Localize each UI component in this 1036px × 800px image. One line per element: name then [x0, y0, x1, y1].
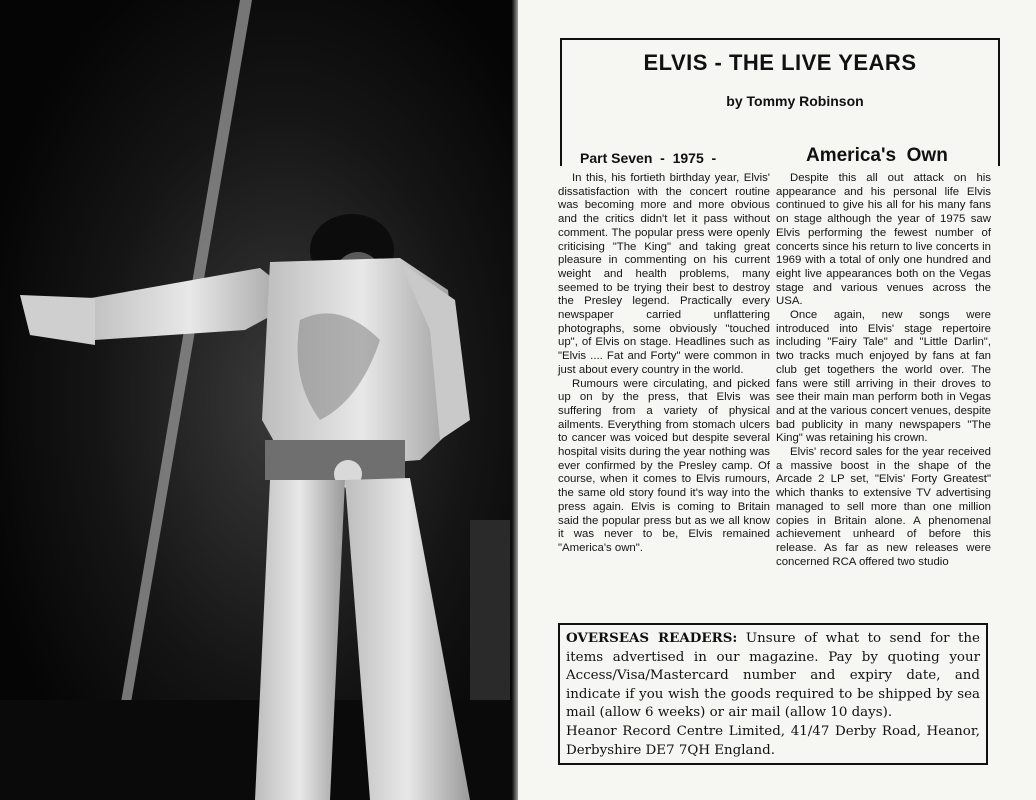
article-page [518, 0, 1036, 800]
performer-photo-icon [0, 0, 515, 800]
paragraph: Elvis' record sales for the year received a massive boost in the shape of the Arcade 2 LP set, "Elvis' Forty Greatest" which thanks to extensive TV advertising managed to sell more than one million copies in Britain alone. A phenomenal achievement unheard of before this release. As far as new releases were concerned RCA offered two studio [776, 446, 991, 568]
article-title: ELVIS - THE LIVE YEARS [643, 50, 917, 75]
notice-body: Unsure of what to send for the items advertised in our magazine. Pay by quoting your Access/Visa/Mastercard number and expiry date, and indicate if you wish the goods required to be shipped by sea mail (allow 6 weeks) or air mail (allow 10 days). [566, 631, 980, 721]
part-heading: Part Seven - 1975 - [580, 150, 717, 166]
article-column-1 [558, 172, 770, 556]
overseas-readers-notice [558, 623, 988, 765]
paragraph: Despite this all out attack on his appearance and his personal life Elvis continued to give his all for his many fans on stage although the year of 1975 saw Elvis performing the fewest number of concerts since his return to live concerts in 1969 with a total of only one hundred and eight live appearances both on the Vegas stage and various venues across the USA. [776, 172, 991, 308]
notice-heading: OVERSEAS READERS: [566, 630, 738, 646]
article-column-2 [776, 172, 991, 569]
paragraph: Rumours were circulating, and picked up on by the press, that Elvis was suffering from a variety of physical ailments. Everything from stomach ulcers to cancer was voiced but despite several hospital visits during the year nothing was ever confirmed by the Presley camp. Of course, when it comes to Elvis rumours, the same old story found it's way into the press again. Elvis is coming to Britain said the popular press but as we all know it was never to be, Elvis remained "America's own". [558, 377, 770, 554]
article-byline: by Tommy Robinson [726, 93, 864, 109]
paragraph: In this, his fortieth birthday year, Elvis' dissatisfaction with the concert routine was becoming more and more obvious and the critics didn't let it pass without comment. The popular press were openly criticising "The King" and taking great pleasure in commenting on his current weight and health problems, many seemed to be trying their best to destroy the Presley legend. Practically every newspaper carried unflattering photographs, some obviously "touched up", of Elvis on stage. Headlines such as "Elvis .... Fat and Forty" were common in just about every country in the world. [558, 172, 770, 376]
performer-photo [0, 0, 515, 800]
notice-address: Heanor Record Centre Limited, 41/47 Derby Road, Heanor, Derbyshire DE7 7QH England. [566, 723, 980, 758]
headline: America's Own [806, 145, 948, 166]
paragraph: Once again, new songs were introduced into Elvis' stage repertoire including "Fairy Tale" and "Little Darlin", two tracks much enjoyed by fans at fan club get togethers the world over. The fans were still arriving in their droves to see their main man perform both in Vegas and at the various concert venues, despite bad publicity in many newspapers "The King" was retaining his crown. [776, 309, 991, 445]
